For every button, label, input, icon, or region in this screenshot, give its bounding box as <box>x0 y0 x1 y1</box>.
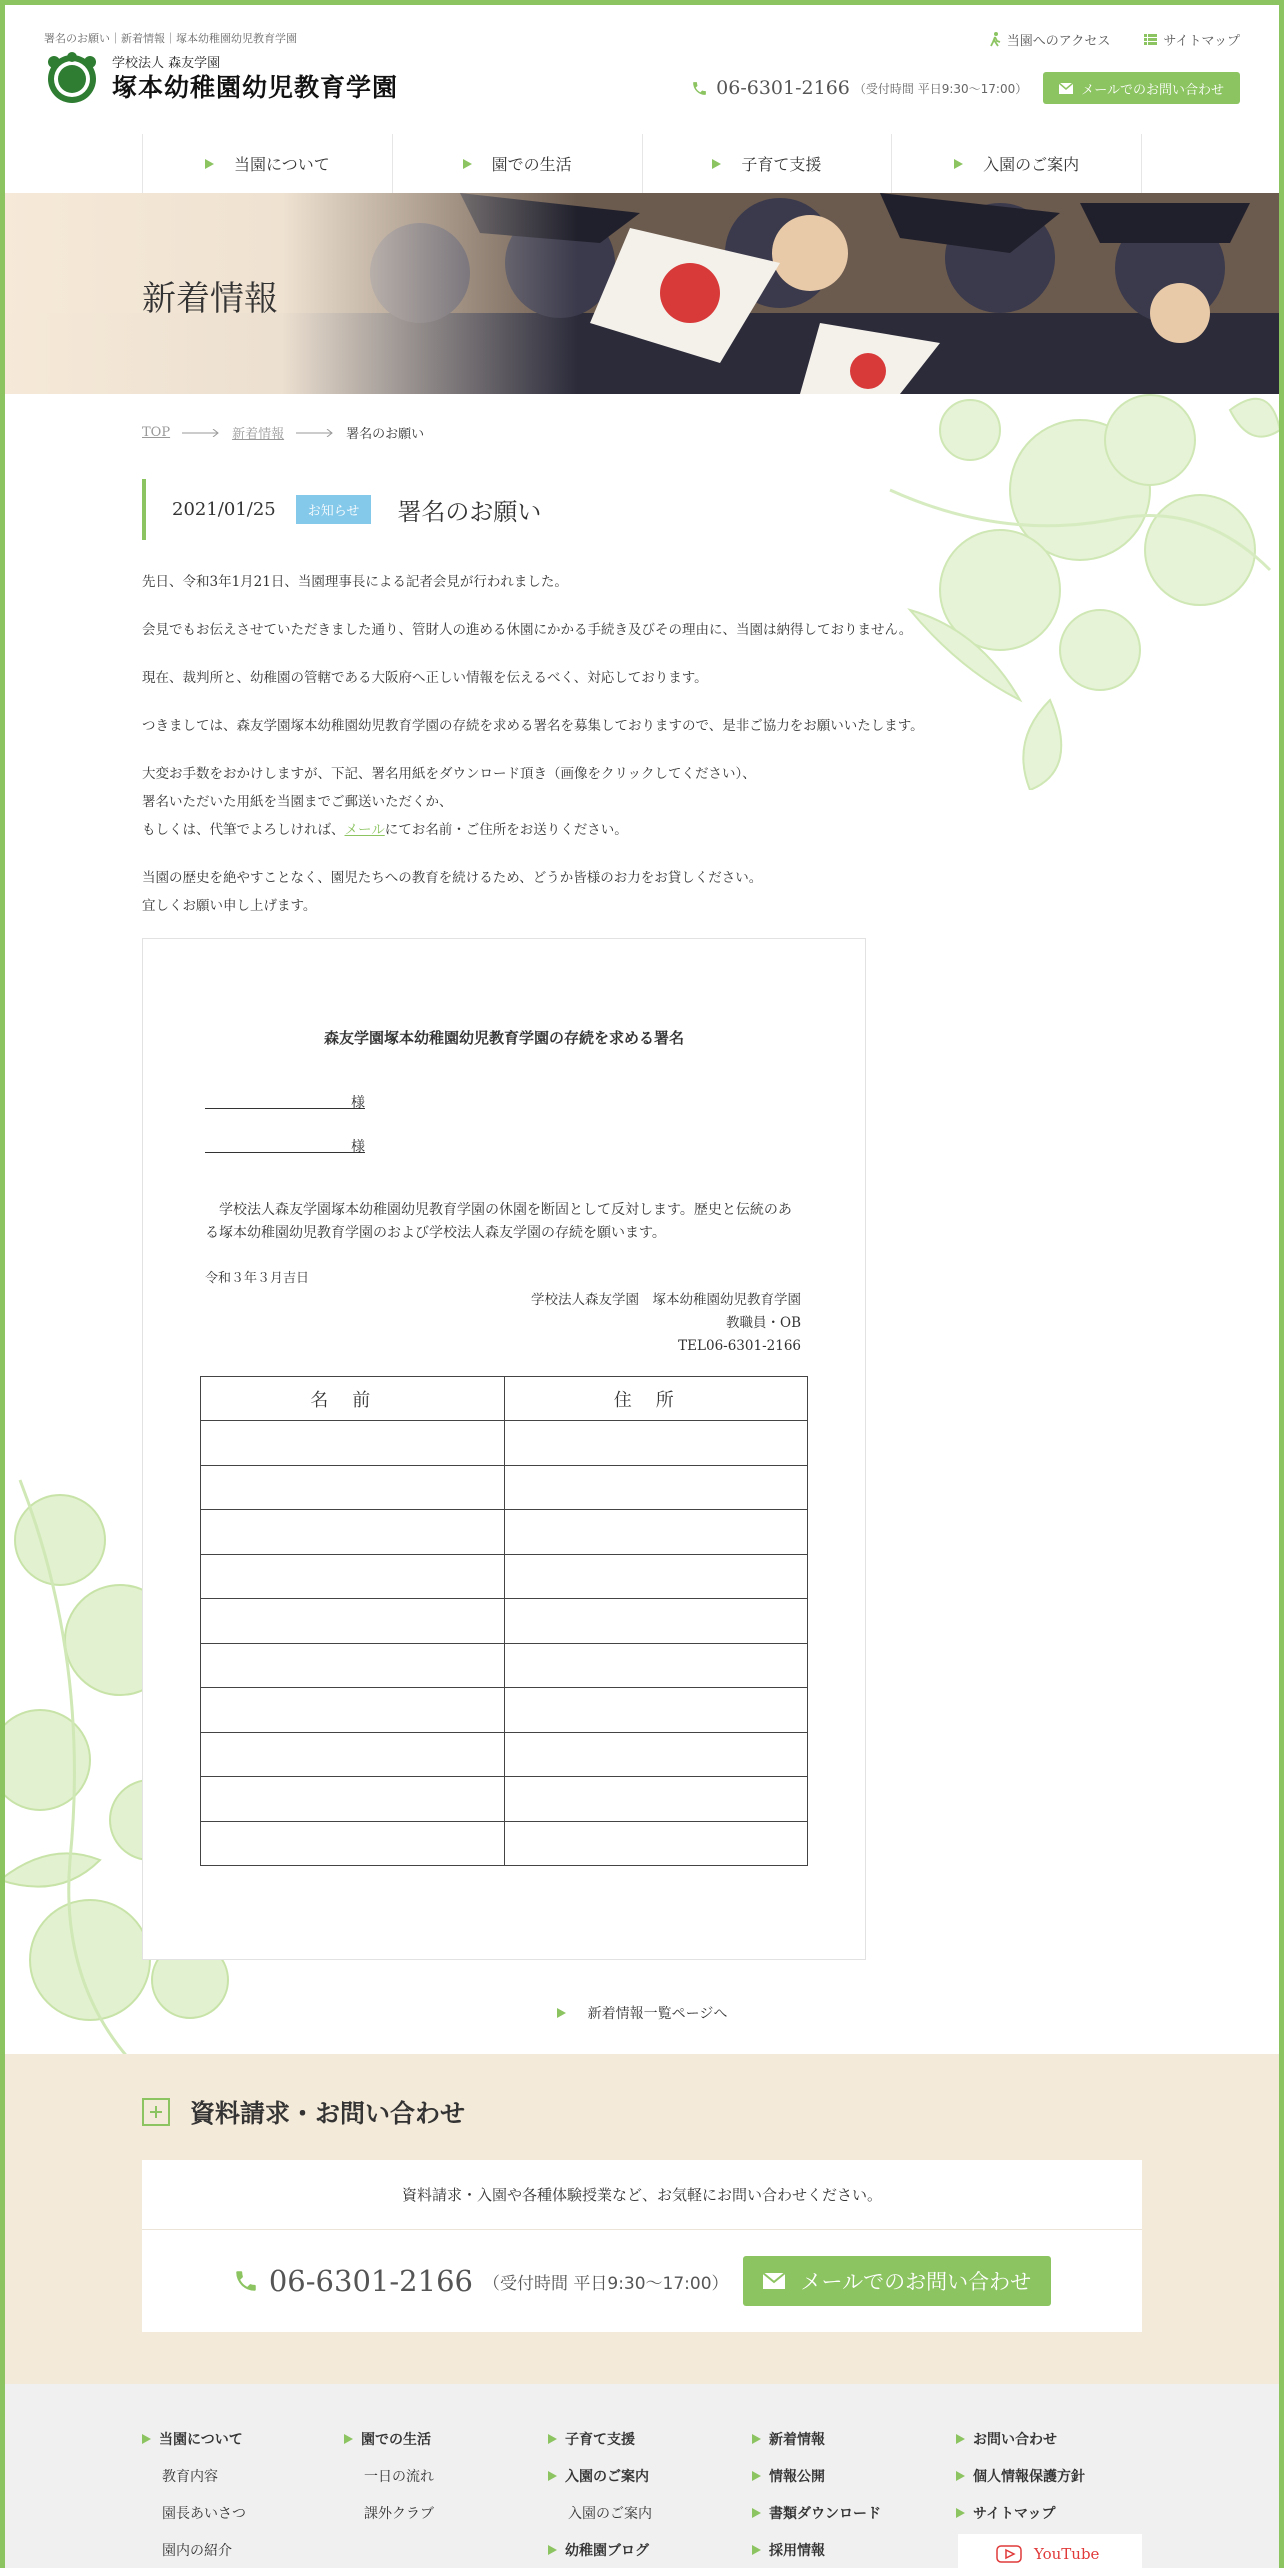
footer-link-label: 書類ダウンロード <box>769 2505 881 2522</box>
walking-person-icon <box>989 32 1001 47</box>
footer-link-label: サイトマップ <box>973 2505 1056 2522</box>
footer-link-label: 当園について <box>159 2431 243 2448</box>
arrow-right-icon <box>557 2008 566 2018</box>
footer-link-label: 個人情報保護方針 <box>973 2468 1085 2485</box>
footer-link[interactable]: 課外クラブ <box>364 2505 434 2522</box>
nav-item-about[interactable] <box>142 134 392 193</box>
table-row <box>201 1510 808 1555</box>
footer-link-label: 入園のご案内 <box>565 2468 649 2485</box>
form-statement: 学校法人森友学園塚本幼稚園幼児教育学園の休園を断固として反対します。歴史と伝統のある塚本幼稚園幼児教育学園のおよび学校法人森友学園の存続を願います。 <box>205 1202 792 1241</box>
phone-icon <box>691 80 708 97</box>
footer-link-label: お問い合わせ <box>973 2431 1057 2448</box>
addressee-line <box>205 1091 365 1109</box>
post-date: 2021/01/25 <box>172 499 276 520</box>
column-address-header: 住所 <box>504 1377 808 1421</box>
footer-link-news[interactable] <box>752 2420 881 2457</box>
footer-link-label: 採用情報 <box>769 2542 825 2559</box>
nav-item-support[interactable] <box>642 134 892 193</box>
post-title: 署名のお願い <box>397 498 542 526</box>
arrow-right-icon <box>956 2508 965 2518</box>
logo-title: 塚本幼稚園幼児教育学園 <box>112 73 399 102</box>
document-plus-icon <box>142 2098 170 2126</box>
nav-item-label: 園での生活 <box>491 155 572 174</box>
footer-link-blog[interactable] <box>548 2531 652 2568</box>
arrow-right-icon <box>752 2434 761 2444</box>
footer-link[interactable]: 入園のご案内 <box>568 2505 652 2522</box>
kindergarten-emblem-icon <box>44 52 100 106</box>
breadcrumb-arrow-icon <box>296 429 334 437</box>
table-row <box>201 1732 808 1777</box>
arrow-right-icon <box>548 2471 557 2481</box>
post-paragraph: 先日、令和3年1月21日、当園理事長による記者会見が行われました。 <box>142 574 568 590</box>
site-logo[interactable] <box>44 52 398 106</box>
footer-link-about[interactable] <box>142 2420 246 2457</box>
breadcrumb <box>142 423 424 442</box>
arrow-right-icon <box>463 159 472 169</box>
nav-item-label: 子育て支援 <box>741 155 822 174</box>
addressee-honorific: 様 <box>351 1095 365 1111</box>
footer-col-news <box>752 2420 881 2568</box>
footer-link[interactable]: 園内の紹介 <box>162 2542 232 2559</box>
page-hero <box>0 193 1284 394</box>
table-row <box>201 1821 808 1866</box>
post-line: 署名いただいた用紙を当園までご郵送いただくか、 <box>142 794 453 810</box>
site-header <box>0 0 1284 193</box>
post-paragraph: 現在、裁判所と、幼稚園の管轄である大阪府へ正しい情報を伝えるべく、対応しております。 <box>142 670 708 686</box>
footer-link-label: 子育て支援 <box>565 2431 635 2448</box>
contact-phone-number: 06-6301-2166 <box>268 2264 473 2298</box>
contact-box <box>142 2160 1142 2332</box>
header-phone[interactable] <box>691 77 1027 99</box>
footer-link-label: 新着情報 <box>769 2431 825 2448</box>
news-list-link-label: 新着情報一覧ページへ <box>587 2006 728 2022</box>
contact-mail-button[interactable] <box>743 2256 1052 2306</box>
nav-item-label: 入園のご案内 <box>983 155 1080 174</box>
footer-link-contact[interactable] <box>956 2420 1085 2457</box>
footer-link-privacy[interactable] <box>956 2457 1085 2494</box>
footer-link-label: 情報公開 <box>769 2468 825 2485</box>
arrow-right-icon <box>752 2471 761 2481</box>
table-row <box>201 1421 808 1466</box>
contact-section <box>0 2054 1284 2384</box>
arrow-right-icon <box>142 2434 151 2444</box>
breadcrumb-news[interactable]: 新着情報 <box>232 427 285 442</box>
footer-link-life[interactable] <box>344 2420 434 2457</box>
table-row <box>201 1777 808 1822</box>
site-footer <box>0 2384 1284 2568</box>
table-row <box>201 1465 808 1510</box>
footer-link-support[interactable] <box>548 2420 652 2457</box>
phone-icon <box>233 2268 259 2294</box>
post-paragraph <box>142 760 962 844</box>
youtube-play-icon <box>996 2545 1022 2563</box>
form-organization <box>531 1289 801 1358</box>
arrow-right-icon <box>548 2434 557 2444</box>
form-date: 令和３年３月吉日 <box>205 1271 310 1286</box>
post-paragraph: 会見でもお伝えさせていただきました通り、管財人の進める休園にかかる手続き及びその理由に、当園は納得しておりません。 <box>142 622 913 638</box>
youtube-link[interactable] <box>958 2534 1142 2568</box>
column-name-header: 名前 <box>201 1377 505 1421</box>
footer-link-admission[interactable] <box>548 2457 652 2494</box>
header-mail-button[interactable] <box>1043 72 1240 104</box>
category-badge: お知らせ <box>296 495 372 524</box>
form-org-line: 学校法人森友学園 塚本幼稚園幼児教育学園 <box>531 1292 801 1308</box>
form-title: 森友学園塚本幼稚園幼児教育学園の存続を求める署名 <box>323 1029 684 1047</box>
breadcrumb-current: 署名のお願い <box>346 427 425 442</box>
post-line: もしくは、代筆でよろしければ、 <box>142 822 345 838</box>
nav-item-life[interactable] <box>392 134 642 193</box>
table-row <box>201 1643 808 1688</box>
access-link[interactable] <box>989 30 1111 49</box>
addressee-line <box>205 1135 365 1153</box>
arrow-right-icon <box>752 2508 761 2518</box>
logo-subtitle: 学校法人 森友学園 <box>112 56 221 71</box>
footer-link-disclosure[interactable] <box>752 2457 881 2494</box>
list-icon <box>1144 34 1157 45</box>
addressee-honorific: 様 <box>351 1139 365 1155</box>
footer-link[interactable]: 教育内容 <box>162 2468 218 2485</box>
global-nav <box>142 134 1142 193</box>
header-breadcrumb-line: 署名のお願い｜新着情報｜塚本幼稚園幼児教育学園 <box>44 32 297 45</box>
arrow-right-icon <box>956 2471 965 2481</box>
post-header <box>142 479 541 540</box>
breadcrumb-top[interactable]: TOP <box>142 425 171 440</box>
post-line: 宜しくお願い申し上げます。 <box>142 898 317 914</box>
contact-hours: （受付時間 平日9:30〜17:00） <box>482 2273 729 2294</box>
post-line: 大変お手数をおかけしますが、下記、署名用紙をダウンロード頂き（画像をクリックしてください）、 <box>142 766 756 782</box>
contact-phone[interactable] <box>233 2264 729 2298</box>
post-paragraph: つきましては、森友学園塚本幼稚園幼児教育学園の存続を求める署名を募集しておりますので、是非ご協力をお願いいたします。 <box>142 718 924 734</box>
footer-link-downloads[interactable] <box>752 2494 881 2531</box>
contact-lead: 資料請求・入園や各種体験授業など、お気軽にお問い合わせください。 <box>142 2160 1142 2230</box>
mail-icon <box>763 2273 785 2289</box>
arrow-right-icon <box>712 159 721 169</box>
nav-item-admission[interactable] <box>891 134 1142 193</box>
sitemap-link-label: サイトマップ <box>1163 34 1240 49</box>
header-phone-number: 06-6301-2166 <box>716 77 850 99</box>
contact-mail-button-label: メールでのお問い合わせ <box>800 2270 1032 2294</box>
table-row <box>201 1554 808 1599</box>
post-line: にてお名前・ご住所をお送りください。 <box>384 822 628 838</box>
footer-link-label: 園での生活 <box>361 2431 431 2448</box>
contact-heading-text: 資料請求・お問い合わせ <box>190 2099 466 2128</box>
footer-col-about <box>142 2420 246 2568</box>
page-title: 新着情報 <box>142 279 278 319</box>
footer-link[interactable]: 一日の流れ <box>364 2468 434 2485</box>
table-row <box>201 1688 808 1733</box>
footer-link-label: 幼稚園ブログ <box>565 2542 649 2559</box>
table-row <box>201 1599 808 1644</box>
youtube-label: YouTube <box>1034 2545 1100 2563</box>
signature-form-image[interactable] <box>142 938 866 1960</box>
signature-table <box>200 1376 808 1866</box>
arrow-right-icon <box>548 2545 557 2555</box>
arrow-right-icon <box>344 2434 353 2444</box>
arrow-right-icon <box>752 2545 761 2555</box>
footer-col-life <box>344 2420 434 2531</box>
post-paragraph <box>142 864 962 920</box>
form-org-line: 教職員・OB <box>726 1315 801 1331</box>
breadcrumb-arrow-icon <box>182 429 220 437</box>
footer-col-support <box>548 2420 652 2568</box>
footer-link-sitemap[interactable] <box>956 2494 1085 2531</box>
arrow-right-icon <box>954 159 963 169</box>
footer-col-contact <box>956 2420 1085 2531</box>
nav-item-label: 当園について <box>234 155 330 174</box>
mail-link[interactable]: メール <box>344 822 385 838</box>
arrow-right-icon <box>956 2434 965 2444</box>
access-link-label: 当園へのアクセス <box>1006 34 1111 49</box>
footer-link[interactable]: 園長あいさつ <box>162 2505 246 2522</box>
sitemap-link[interactable] <box>1144 30 1240 49</box>
post-body <box>142 568 962 940</box>
form-org-line: TEL06-6301-2166 <box>678 1338 801 1354</box>
arrow-right-icon <box>205 159 214 169</box>
news-list-link[interactable] <box>0 2003 1284 2023</box>
mail-icon <box>1059 83 1073 94</box>
contact-heading <box>142 2094 465 2130</box>
footer-link-recruit[interactable] <box>752 2531 881 2568</box>
header-mail-button-label: メールでのお問い合わせ <box>1081 82 1224 98</box>
header-hours: （受付時間 平日9:30〜17:00） <box>853 81 1028 96</box>
post-line: 当園の歴史を絶やすことなく、園児たちへの教育を続けるため、どうか皆様のお力をお貸しください。 <box>142 870 763 886</box>
